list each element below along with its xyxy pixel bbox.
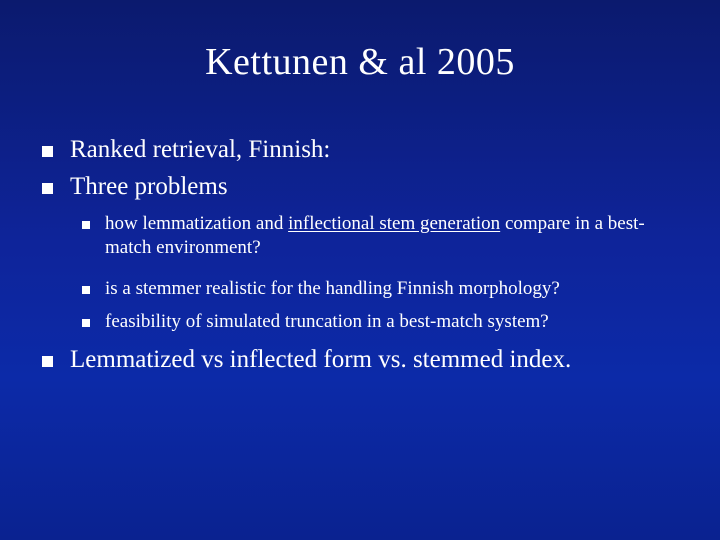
bullet-item: [42, 135, 330, 165]
bullet-item: [42, 345, 571, 375]
sub-bullet-text-start: how lemmatization and: [105, 213, 289, 234]
bullet-text: Ranked retrieval, Finnish:: [70, 136, 331, 163]
square-bullet-icon: [42, 356, 53, 367]
sub-bullet-item: [82, 212, 682, 260]
sub-bullet-item: [82, 277, 682, 301]
sub-bullet-text-end: compare in a best-match environment?: [105, 213, 645, 258]
square-bullet-icon: [42, 146, 53, 157]
sub-bullet-text: feasibility of simulated truncation in a best-match system?: [105, 311, 549, 332]
sub-bullet-text: is a stemmer realistic for the handling Finnish morphology?: [105, 278, 560, 299]
square-bullet-icon: [82, 286, 90, 294]
slide-title: Kettunen & al 2005: [205, 41, 515, 83]
square-bullet-icon: [82, 319, 90, 327]
bullet-item: [42, 172, 228, 202]
square-bullet-icon: [42, 183, 53, 194]
sub-bullet-item: [82, 310, 682, 334]
underlined-phrase: inflectional stem generation: [288, 213, 501, 234]
bullet-text: Three problems: [70, 173, 228, 200]
bullet-text: Lemmatized vs inflected form vs. stemmed index.: [70, 346, 572, 373]
square-bullet-icon: [82, 221, 90, 229]
sub-bullet-text: [105, 212, 682, 260]
